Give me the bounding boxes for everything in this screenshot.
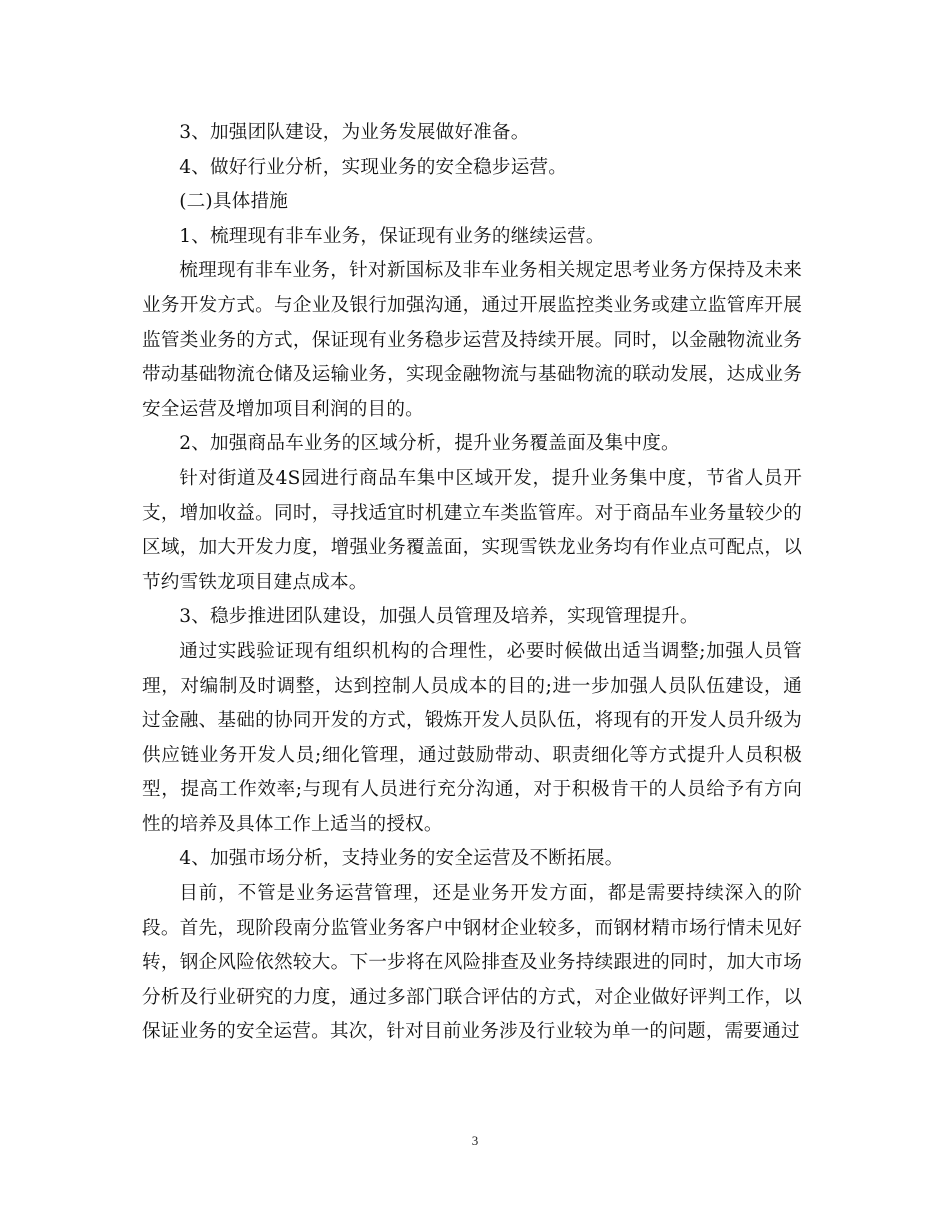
paragraph-goal-3: 3、加强团队建设，为业务发展做好准备。	[179, 122, 530, 143]
measure-4-heading: 4、加强市场分析，支持业务的安全运营及不断拓展。	[179, 848, 624, 870]
page-number: 3	[471, 1133, 479, 1148]
measure-3-heading: 3、稳步推进团队建设，加强人员管理及培养，实现管理提升。	[179, 606, 699, 628]
measure-1-body: 梳理现有非车业务，针对新国标及非车业务相关规定思考业务方保持及未来业务开发方式。与企业及银行加强沟通，通过开展监控类业务或建立监管库开展监管类业务的方式，保证现有业务稳步运营及持续开展。同时，以金融物流业务带动基础物流仓储及运输业务，实现金融物流与基础物流的联动发展，达成业务安全运营及增加项目利润的目的。	[142, 260, 802, 420]
measure-2-body: 针对街道及4S园进行商品车集中区域开发，提升业务集中度，节省人员开支，增加收益。同时，寻找适宜时机建立车类监管库。对于商品车业务量较少的区域，加大开发力度，增强业务覆盖面，实现雪铁龙业务均有作业点可配点，以节约雪铁龙项目建点成本。	[142, 467, 802, 593]
measure-3-body: 通过实践验证现有组织机构的合理性，必要时候做出适当调整;加强人员管理，对编制及时调整，达到控制人员成本的目的;进一步加强人员队伍建设，通过金融、基础的协同开发的方式，锻炼开发人员队伍，将现有的开发人员升级为供应链业务开发人员;细化管理，通过鼓励带动、职责细化等方式提升人员积极型，提高工作效率;与现有人员进行充分沟通，对于积极肯干的人员给予有方向性的培养及具体工作上适当的授权。	[142, 640, 802, 835]
measure-2-heading: 2、加强商品车业务的区域分析，提升业务覆盖面及集中度。	[179, 433, 680, 455]
measure-4-body: 目前，不管是业务运营管理，还是业务开发方面，都是需要持续深入的阶段。首先，现阶段南分监管业务客户中钢材企业较多，而钢材精市场行情未见好转，钢企风险依然较大。下一步将在风险排查及业务持续跟进的同时，加大市场分析及行业研究的力度，通过多部门联合评估的方式，对企业做好评判工作，以保证业务的安全运营。其次，针对目前业务涉及行业较为单一的问题，需要通过	[142, 883, 802, 1043]
paragraph-goal-4: 4、做好行业分析，实现业务的安全稳步运营。	[179, 156, 568, 178]
document-body	[142, 116, 802, 1050]
measure-1-heading: 1、梳理现有非车业务，保证现有业务的继续运营。	[179, 225, 605, 247]
section-heading-measures: (二)具体措施	[179, 191, 289, 213]
